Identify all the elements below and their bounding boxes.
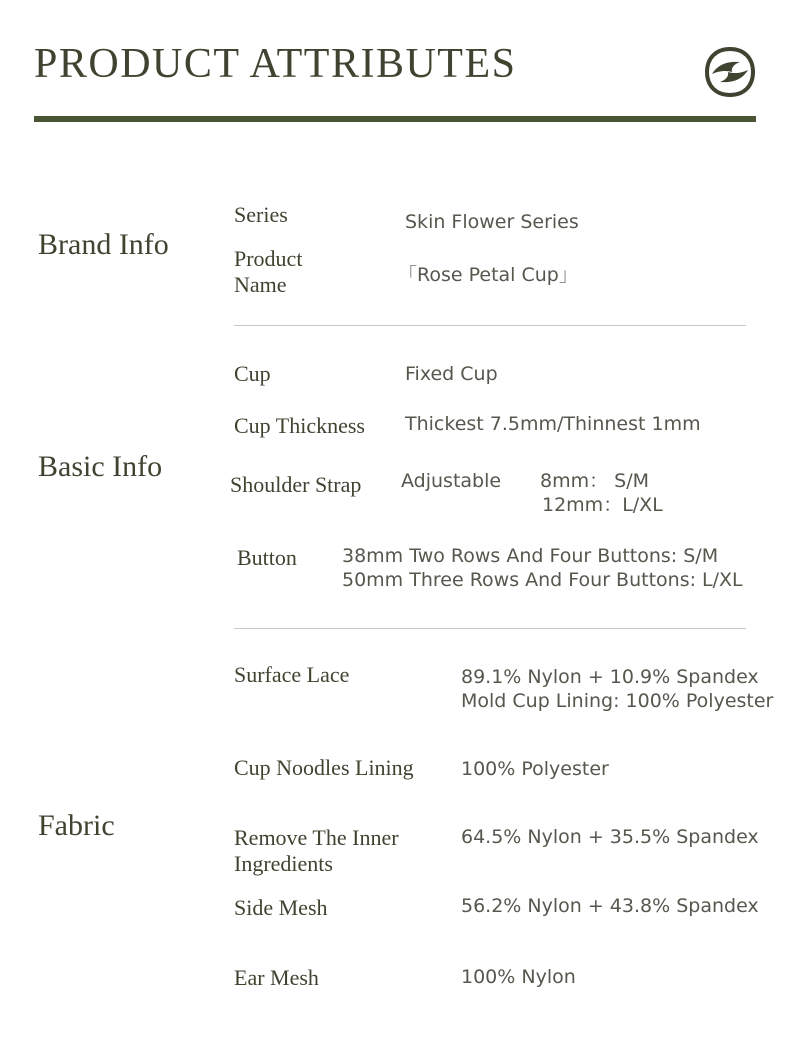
divider xyxy=(234,325,746,326)
cup-value: Fixed Cup xyxy=(405,363,498,385)
ear-mesh-label: Ear Mesh xyxy=(234,965,319,990)
inner-ingredients-label-line1: Remove The Inner xyxy=(234,825,399,850)
product-name-label-line2: Name xyxy=(234,272,287,297)
side-mesh-value: 56.2% Nylon + 43.8% Spandex xyxy=(461,895,759,917)
inner-ingredients-label-line2: Ingredients xyxy=(234,851,333,876)
shoulder-strap-size-lxl: 12mm：L/XL xyxy=(542,494,663,516)
mold-cup-lining-value: Mold Cup Lining: 100% Polyester xyxy=(461,690,774,712)
product-name-label xyxy=(234,246,302,298)
section-label-brand-info: Brand Info xyxy=(38,228,169,261)
divider xyxy=(234,628,746,629)
surface-lace-value: 89.1% Nylon + 10.9% Spandex xyxy=(461,666,759,688)
cup-label: Cup xyxy=(234,361,271,386)
section-label-fabric: Fabric xyxy=(38,809,115,842)
section-label-basic-info: Basic Info xyxy=(38,450,163,483)
cup-noodles-lining-label: Cup Noodles Lining xyxy=(234,755,414,780)
series-value: Skin Flower Series xyxy=(405,211,579,233)
button-label: Button xyxy=(237,545,297,570)
button-value-lxl: 50mm Three Rows And Four Buttons: L/XL xyxy=(342,569,743,591)
button-value-sm: 38mm Two Rows And Four Buttons: S/M xyxy=(342,545,719,567)
surface-lace-label: Surface Lace xyxy=(234,662,350,687)
cup-thickness-label: Cup Thickness xyxy=(234,413,365,438)
cup-thickness-value: Thickest 7.5mm/Thinnest 1mm xyxy=(405,413,701,435)
inner-ingredients-label xyxy=(234,825,399,877)
cup-noodles-lining-value: 100% Polyester xyxy=(461,758,609,780)
product-name-label-line1: Product xyxy=(234,246,303,271)
ear-mesh-value: 100% Nylon xyxy=(461,966,576,988)
side-mesh-label: Side Mesh xyxy=(234,895,328,920)
series-label: Series xyxy=(234,202,288,227)
inner-ingredients-value: 64.5% Nylon + 35.5% Spandex xyxy=(461,826,759,848)
shoulder-strap-label: Shoulder Strap xyxy=(230,472,362,497)
product-name-value: 「Rose Petal Cup」 xyxy=(398,264,578,286)
shoulder-strap-size-sm: 8mm： S/M xyxy=(540,470,649,492)
header-rule xyxy=(34,116,756,122)
brand-logo-icon xyxy=(704,46,756,98)
shoulder-strap-value: Adjustable xyxy=(401,470,502,492)
page-title: PRODUCT ATTRIBUTES xyxy=(34,41,517,87)
